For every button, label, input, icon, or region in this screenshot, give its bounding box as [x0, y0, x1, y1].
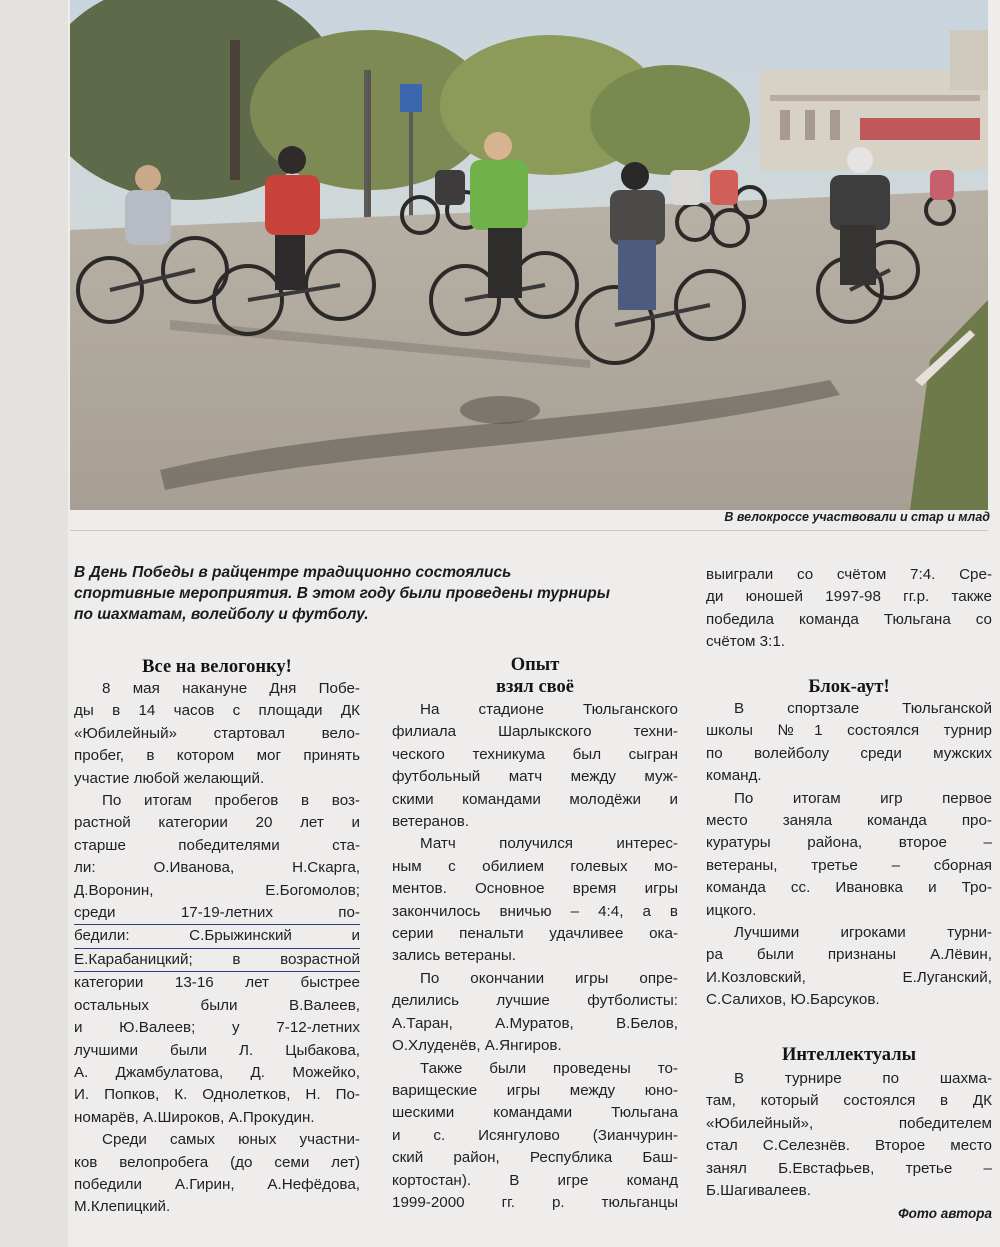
text-line: Матч получился интерес- [420, 835, 678, 853]
text-line: варищеские игры между юно- [392, 1081, 678, 1099]
photo-credit: Фото автора [898, 1206, 992, 1221]
text-line: зались ветераны. [392, 947, 516, 965]
text-line: скими командами молодёжи и [392, 790, 678, 808]
text-line: лучшими были Л. Цыбакова, [74, 1041, 360, 1059]
text-line: стал С.Селезнёв. Второе место [706, 1137, 992, 1155]
text-line: Также были проведены то- [420, 1059, 678, 1077]
text-line: команд. [706, 767, 762, 785]
text-line: По итогам игр первое [734, 789, 992, 807]
text-line: Б.Шагивалеев. [706, 1182, 811, 1200]
text-line: шескими командами Тюльгана [392, 1104, 678, 1122]
text-line: старше победителями ста- [74, 836, 360, 854]
text-line: футбольный матч между муж- [392, 768, 678, 786]
text-line-underlined: среди 17-19-летних по- [74, 902, 360, 925]
text-line-underlined: Е.Карабаницкий; в возрастной [74, 949, 360, 972]
text-line: О.Хлуденёв, А.Янгиров. [392, 1037, 562, 1055]
text-line: участие любой желающий. [74, 769, 265, 787]
text-line: По окончании игры опре- [420, 969, 678, 987]
text-line: делились лучшие футболисты: [392, 992, 678, 1010]
text-line: ди юношей 1997-98 гг.р. также [706, 588, 992, 606]
text-line: победила команда Тюльгана со [706, 610, 992, 628]
text-line: по волейболу среди мужских [706, 744, 992, 762]
article-chess-title: Интеллектуалы [781, 1045, 917, 1065]
text-line: растной категории 20 лет и [74, 814, 360, 832]
lead-line: по шахматам, волейболу и футболу. [74, 606, 369, 623]
text-line: место заняла команда про- [706, 812, 992, 830]
text-line: там, который состоялся в ДК [706, 1092, 992, 1110]
text-line: выиграли со счётом 7:4. Сре- [706, 566, 992, 583]
text-line: В спортзале Тюльганской [734, 700, 992, 717]
text-line: победили А.Гирин, А.Нефёдова, [74, 1175, 360, 1193]
lead-paragraph [74, 562, 684, 625]
text-line: команда сс. Ивановка и Тро- [706, 879, 992, 897]
text-line: 1999-2000 гг. р. тюльганцы [392, 1193, 678, 1211]
text-line: категории 13-16 лет быстрее [74, 974, 360, 992]
text-line: закончилось вничью – 4:4, а в [392, 902, 678, 920]
text-line: серии пенальти удачливее ока- [392, 925, 678, 943]
text-line-underlined: бедили: С.Брыжинский и [74, 925, 360, 948]
text-line: ментов. Основное время игры [392, 880, 678, 898]
left-margin-bleed [0, 0, 68, 1247]
article-cycling-body [74, 678, 360, 1219]
text-line: ра были признаны А.Лёвин, [706, 946, 992, 964]
photo-caption: В велокроссе участвовали и стар и млад [724, 510, 990, 524]
text-line: Лучшими игроками турни- [734, 924, 992, 942]
text-line: номарёв, А.Широков, А.Прокудин. [74, 1108, 315, 1126]
text-line: счётом 3:1. [706, 633, 786, 651]
text-line: филиала Шарлыкского техни- [392, 723, 678, 741]
article-chess-body [706, 1068, 992, 1202]
text-line: В турнире по шахма- [734, 1070, 992, 1087]
text-line: ным с обилием голевых мо- [392, 857, 678, 875]
text-line: А.Таран, А.Муратов, В.Белов, [392, 1014, 678, 1032]
text-line: «Юбилейный» стартовал вело- [74, 724, 360, 742]
article-volleyball-title: Блок-аут! [808, 677, 890, 697]
text-line: На стадионе Тюльганского [420, 701, 678, 718]
text-line: Д.Воронин, Е.Богомолов; [74, 881, 360, 899]
text-line: и Ю.Валеев; у 7-12-летних [74, 1019, 360, 1037]
text-line: И.Козловский, Е.Луганский, [706, 968, 992, 986]
text-line: С.Салихов, Ю.Барсуков. [706, 991, 880, 1009]
text-line: и с. Исянгулово (Зианчурин- [392, 1126, 678, 1144]
text-line: школы №1 состоялся турнир [706, 722, 992, 740]
text-line: ветеранов. [392, 813, 470, 831]
lead-line: спортивные мероприятия. В этом году были проведены турниры [74, 585, 611, 602]
article-volleyball-body [706, 698, 992, 1012]
text-line: ицкого. [706, 901, 757, 919]
cycling-photo-illustration [70, 0, 988, 510]
text-line: ческого техникума был сыгран [392, 745, 678, 763]
article-football-body [392, 699, 678, 1214]
text-line: кортостан). В игре команд [392, 1171, 678, 1189]
text-line: И. Попков, К. Однолетков, Н. По- [74, 1086, 360, 1104]
text-line: ский район, Республика Баш- [392, 1149, 678, 1167]
article-football-continuation [706, 564, 992, 654]
text-line: пробег, в котором мог принять [74, 747, 360, 765]
article-football-title-line: Опыт [510, 655, 560, 675]
text-line: занял Б.Евстафьев, третье – [706, 1159, 992, 1177]
text-line: ды в 14 часов с площади ДК [74, 702, 360, 720]
text-line: А. Джамбулатова, Д. Можейко, [74, 1063, 360, 1081]
article-cycling-title: Все на велогонку! [142, 657, 292, 677]
photo-bottom-rule [70, 530, 988, 531]
lead-line: В День Победы в райцентре традиционно состоялись [74, 564, 512, 581]
text-line: Среди самых юных участни- [102, 1131, 360, 1149]
text-line: По итогам пробегов в воз- [102, 792, 360, 810]
text-line: М.Клепицкий. [74, 1198, 171, 1216]
article-football-title-line: взял своё [496, 677, 574, 697]
text-line: 8 мая накануне Дня Побе- [102, 680, 360, 697]
text-line: ветераны, третье – сборная [706, 856, 992, 874]
text-line: остальных были В.Валеев, [74, 996, 360, 1014]
cycling-photo [70, 0, 988, 510]
text-line: ков велопробега (до семи лет) [74, 1153, 360, 1171]
text-line: куратуры района, второе – [706, 834, 992, 852]
article-football-title [392, 654, 678, 698]
text-line: ли: О.Иванова, Н.Скарга, [74, 859, 360, 877]
text-line: «Юбилейный», победителем [706, 1114, 992, 1132]
